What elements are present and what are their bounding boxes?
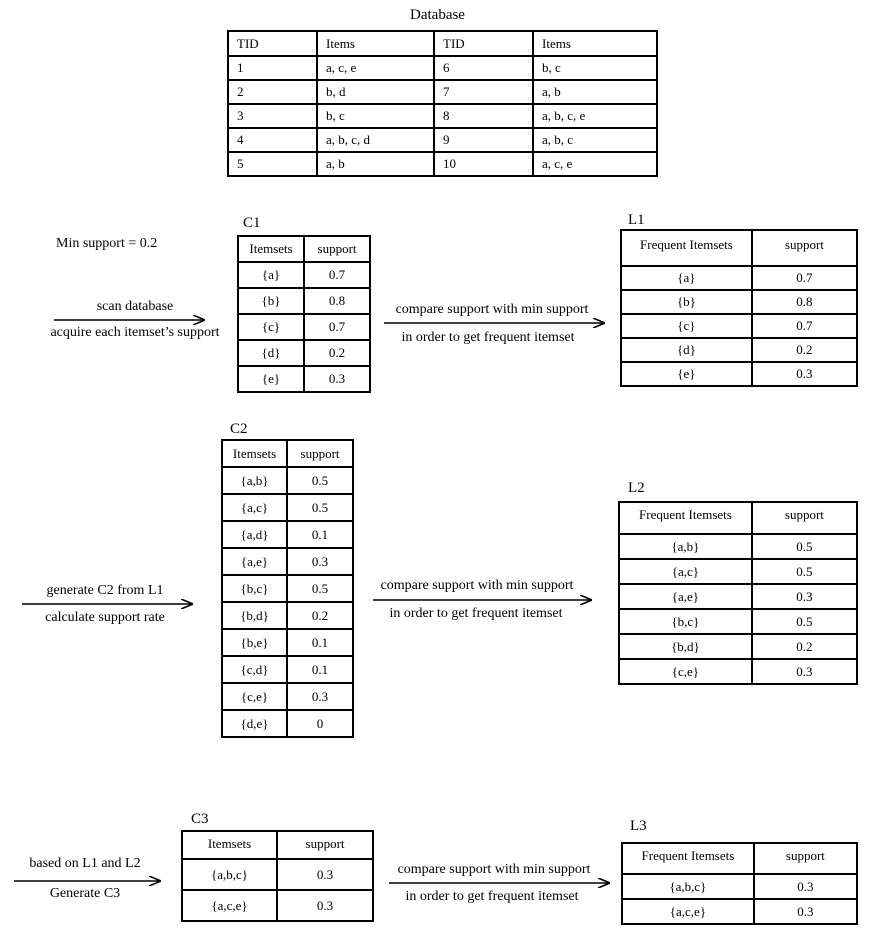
table-header-row	[228, 31, 657, 56]
l1-title: L1	[628, 212, 645, 228]
support-cell: 0.3	[277, 890, 373, 921]
c2-title: C2	[230, 421, 248, 437]
table-row	[222, 467, 353, 494]
c1-title: C1	[243, 215, 261, 231]
support-cell: 0.3	[754, 874, 857, 899]
support-cell: 0.7	[752, 266, 857, 290]
compare-label-1: compare support with min support	[395, 302, 589, 317]
table-row	[619, 584, 857, 609]
itemset-cell: {c}	[621, 314, 752, 338]
table-cell: a, b, c	[533, 128, 657, 152]
support-cell: 0.1	[287, 629, 353, 656]
table-cell: 7	[434, 80, 533, 104]
frequent-label-2: in order to get frequent itemset	[389, 606, 563, 621]
generate-c2-label: generate C2 from L1	[46, 583, 164, 598]
support-cell: 0.5	[752, 609, 857, 634]
table-cell: 1	[228, 56, 317, 80]
table-row	[228, 128, 657, 152]
table-row	[622, 874, 857, 899]
support-cell: 0.5	[287, 575, 353, 602]
itemset-cell: {a,c,e}	[182, 890, 277, 921]
support-cell: 0.3	[752, 659, 857, 684]
itemset-cell: {a,d}	[222, 521, 287, 548]
table-row	[222, 521, 353, 548]
table-cell: a, b	[317, 152, 434, 176]
header-cell: support	[752, 502, 857, 534]
header-cell: Frequent Itemsets	[622, 843, 754, 874]
table-row	[222, 602, 353, 629]
table-row	[619, 534, 857, 559]
table-row	[238, 366, 370, 392]
support-cell: 0.7	[752, 314, 857, 338]
table-row	[621, 266, 857, 290]
based-on-label: based on L1 and L2	[29, 856, 141, 871]
calculate-support-label: calculate support rate	[45, 610, 165, 625]
table-row	[228, 152, 657, 176]
support-cell: 0.3	[752, 362, 857, 386]
table-header-row	[238, 236, 370, 262]
table-cell: b, c	[317, 104, 434, 128]
itemset-cell: {a,b}	[619, 534, 752, 559]
table-header-row	[619, 502, 857, 534]
table-row	[228, 56, 657, 80]
header-cell: Itemsets	[222, 440, 287, 467]
database-table	[227, 30, 658, 177]
table-row	[619, 659, 857, 684]
support-cell: 0.5	[287, 467, 353, 494]
itemset-cell: {d,e}	[222, 710, 287, 737]
table-cell: 3	[228, 104, 317, 128]
itemset-cell: {b,c}	[222, 575, 287, 602]
l1-table	[620, 229, 858, 387]
support-cell: 0.3	[287, 548, 353, 575]
itemset-cell: {a,c,e}	[622, 899, 754, 924]
support-cell: 0.7	[304, 314, 370, 340]
compare-label-2: compare support with min support	[380, 578, 574, 593]
support-cell: 0.2	[752, 338, 857, 362]
header-cell: support	[304, 236, 370, 262]
table-cell: 6	[434, 56, 533, 80]
table-header-row	[621, 230, 857, 266]
table-row	[621, 338, 857, 362]
table-row	[622, 899, 857, 924]
itemset-cell: {b,c}	[619, 609, 752, 634]
itemset-cell: {a,c}	[222, 494, 287, 521]
table-row	[238, 262, 370, 288]
table-cell: a, b	[533, 80, 657, 104]
min-support-label: Min support = 0.2	[56, 236, 158, 251]
table-row	[222, 575, 353, 602]
table-row	[182, 859, 373, 890]
table-row	[621, 362, 857, 386]
table-cell: 9	[434, 128, 533, 152]
itemset-cell: {b,e}	[222, 629, 287, 656]
header-cell: support	[754, 843, 857, 874]
itemset-cell: {c}	[238, 314, 304, 340]
generate-c3-label: Generate C3	[49, 886, 121, 901]
itemset-cell: {b}	[621, 290, 752, 314]
table-row	[228, 80, 657, 104]
support-cell: 0.8	[752, 290, 857, 314]
table-row	[619, 559, 857, 584]
table-cell: a, c, e	[533, 152, 657, 176]
l2-table	[618, 501, 858, 685]
c3-table	[181, 830, 374, 922]
itemset-cell: {a}	[238, 262, 304, 288]
itemset-cell: {d}	[238, 340, 304, 366]
itemset-cell: {b}	[238, 288, 304, 314]
table-cell: a, b, c, e	[533, 104, 657, 128]
itemset-cell: {d}	[621, 338, 752, 362]
acquire-support-label: acquire each itemset’s support	[50, 325, 220, 340]
table-cell: a, c, e	[317, 56, 434, 80]
itemset-cell: {c,d}	[222, 656, 287, 683]
itemset-cell: {c,e}	[222, 683, 287, 710]
table-header-row	[622, 843, 857, 874]
header-cell: support	[752, 230, 857, 266]
table-cell: 8	[434, 104, 533, 128]
c3-title: C3	[191, 811, 209, 827]
support-cell: 0.3	[754, 899, 857, 924]
support-cell: 0.1	[287, 656, 353, 683]
c2-table	[221, 439, 354, 738]
database-title: Database	[410, 7, 465, 23]
support-cell: 0.2	[752, 634, 857, 659]
table-cell: 2	[228, 80, 317, 104]
support-cell: 0.5	[752, 559, 857, 584]
support-cell: 0.3	[287, 683, 353, 710]
header-cell: Frequent Itemsets	[621, 230, 752, 266]
itemset-cell: {a,e}	[619, 584, 752, 609]
table-row	[621, 314, 857, 338]
c1-table	[237, 235, 371, 393]
support-cell: 0.5	[287, 494, 353, 521]
support-cell: 0	[287, 710, 353, 737]
header-cell: support	[277, 831, 373, 859]
itemset-cell: {a,b}	[222, 467, 287, 494]
frequent-label-3: in order to get frequent itemset	[405, 889, 579, 904]
l3-title: L3	[630, 818, 647, 834]
table-cell: a, b, c, d	[317, 128, 434, 152]
table-row	[222, 710, 353, 737]
support-cell: 0.2	[287, 602, 353, 629]
itemset-cell: {a,b,c}	[182, 859, 277, 890]
itemset-cell: {a,b,c}	[622, 874, 754, 899]
table-cell: b, d	[317, 80, 434, 104]
header-cell: Items	[533, 31, 657, 56]
table-row	[222, 629, 353, 656]
header-cell: Itemsets	[238, 236, 304, 262]
header-cell: Frequent Itemsets	[619, 502, 752, 534]
table-row	[228, 104, 657, 128]
l3-table	[621, 842, 858, 925]
table-row	[222, 494, 353, 521]
header-cell: TID	[228, 31, 317, 56]
table-row	[621, 290, 857, 314]
itemset-cell: {e}	[238, 366, 304, 392]
support-cell: 0.3	[304, 366, 370, 392]
table-cell: 4	[228, 128, 317, 152]
compare-label-3: compare support with min support	[397, 862, 591, 877]
support-cell: 0.5	[752, 534, 857, 559]
table-cell: 10	[434, 152, 533, 176]
table-row	[619, 609, 857, 634]
scan-database-label: scan database	[96, 299, 174, 314]
table-cell: b, c	[533, 56, 657, 80]
support-cell: 0.2	[304, 340, 370, 366]
support-cell: 0.7	[304, 262, 370, 288]
itemset-cell: {e}	[621, 362, 752, 386]
l2-title: L2	[628, 480, 645, 496]
table-header-row	[222, 440, 353, 467]
support-cell: 0.3	[752, 584, 857, 609]
table-row	[182, 890, 373, 921]
table-row	[619, 634, 857, 659]
frequent-label-1: in order to get frequent itemset	[401, 330, 575, 345]
support-cell: 0.1	[287, 521, 353, 548]
header-cell: TID	[434, 31, 533, 56]
support-cell: 0.3	[277, 859, 373, 890]
table-row	[222, 656, 353, 683]
itemset-cell: {c,e}	[619, 659, 752, 684]
table-row	[238, 314, 370, 340]
header-cell: support	[287, 440, 353, 467]
header-cell: Itemsets	[182, 831, 277, 859]
table-row	[238, 340, 370, 366]
itemset-cell: {a,e}	[222, 548, 287, 575]
itemset-cell: {a,c}	[619, 559, 752, 584]
table-header-row	[182, 831, 373, 859]
table-row	[238, 288, 370, 314]
support-cell: 0.8	[304, 288, 370, 314]
table-row	[222, 548, 353, 575]
itemset-cell: {b,d}	[619, 634, 752, 659]
table-row	[222, 683, 353, 710]
itemset-cell: {b,d}	[222, 602, 287, 629]
table-cell: 5	[228, 152, 317, 176]
header-cell: Items	[317, 31, 434, 56]
itemset-cell: {a}	[621, 266, 752, 290]
